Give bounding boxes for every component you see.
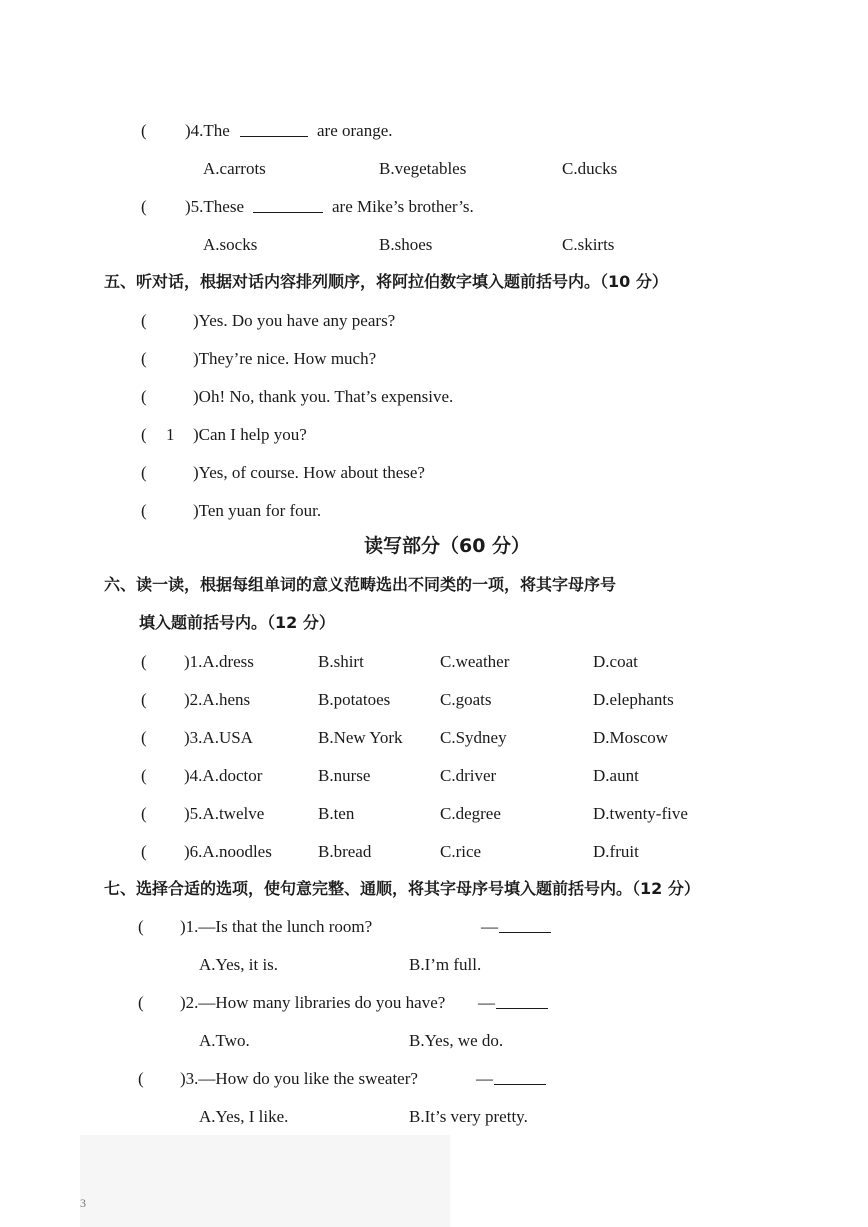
part-title: 读写部分（60 分） <box>364 535 531 557</box>
option-a: A.Yes, I like. <box>199 1107 289 1126</box>
dialogue-line: )They’re nice. How much? <box>193 349 377 368</box>
option-c: C.skirts <box>562 235 615 254</box>
word-a: )6.A.noodles <box>184 842 272 861</box>
answer-paren[interactable]: ( <box>141 311 147 330</box>
word-b: B.New York <box>318 728 403 747</box>
answer-blank <box>496 993 548 1009</box>
word-a: )3.A.USA <box>184 728 253 747</box>
answer-paren[interactable]: ( <box>141 690 147 709</box>
word-c: C.weather <box>440 652 510 671</box>
word-c: C.goats <box>440 690 492 709</box>
option-b: B.shoes <box>379 235 433 254</box>
word-a: )5.A.twelve <box>184 804 265 823</box>
question-stem-end: are orange. <box>317 121 393 140</box>
word-c: C.driver <box>440 766 497 785</box>
answer-paren[interactable]: ( <box>138 993 144 1012</box>
option-b: B.vegetables <box>379 159 467 178</box>
answer-blank <box>253 197 323 213</box>
answer-paren[interactable]: ( <box>141 501 147 520</box>
scan-smudge <box>80 1135 450 1227</box>
dialogue-line: )Can I help you? <box>193 425 307 444</box>
word-c: C.rice <box>440 842 482 861</box>
page-number: 3 <box>80 1196 86 1210</box>
question-stem: )4.The <box>185 121 230 140</box>
answer-paren[interactable]: ( <box>141 652 147 671</box>
answer-blank <box>494 1069 546 1085</box>
reply-dash: — <box>481 917 498 936</box>
filled-answer: 1 <box>166 425 175 444</box>
dialogue-line: )Oh! No, thank you. That’s expensive. <box>193 387 454 406</box>
reply-dash: — <box>476 1069 493 1088</box>
answer-paren[interactable]: ( <box>141 766 147 785</box>
answer-paren[interactable]: ( <box>141 387 147 406</box>
answer-paren[interactable]: ( <box>141 842 147 861</box>
word-c: C.degree <box>440 804 501 823</box>
option-a: A.Yes, it is. <box>199 955 279 974</box>
section-6-title: 六、读一读，根据每组单词的意义范畴选出不同类的一项，将其字母序号 <box>104 575 617 594</box>
option-a: A.socks <box>203 235 258 254</box>
word-a: )4.A.doctor <box>184 766 263 785</box>
word-d: D.Moscow <box>593 728 669 747</box>
answer-paren[interactable]: ( <box>141 463 147 482</box>
answer-paren[interactable]: ( <box>141 425 147 444</box>
answer-blank <box>499 917 551 933</box>
reply-dash: — <box>478 993 495 1012</box>
question-stem: )5.These <box>185 197 245 216</box>
word-a: )1.A.dress <box>184 652 254 671</box>
answer-paren[interactable]: ( <box>141 804 147 823</box>
question-text: )2.—How many libraries do you have? <box>180 993 446 1012</box>
word-d: D.coat <box>593 652 638 671</box>
answer-paren[interactable]: ( <box>141 349 147 368</box>
dialogue-line: )Yes. Do you have any pears? <box>193 311 396 330</box>
option-a: A.Two. <box>199 1031 250 1050</box>
answer-blank <box>240 121 308 137</box>
word-b: B.ten <box>318 804 355 823</box>
option-b: B.I’m full. <box>409 955 482 974</box>
word-b: B.potatoes <box>318 690 391 709</box>
question-text: )3.—How do you like the sweater? <box>180 1069 418 1088</box>
option-a: A.carrots <box>203 159 266 178</box>
option-c: C.ducks <box>562 159 618 178</box>
answer-paren[interactable]: ( <box>138 1069 144 1088</box>
word-d: D.elephants <box>593 690 674 709</box>
word-b: B.shirt <box>318 652 364 671</box>
word-d: D.aunt <box>593 766 639 785</box>
section-6-title-cont: 填入题前括号内。（12 分） <box>139 613 335 632</box>
section-7-title: 七、选择合适的选项，使句意完整、通顺，将其字母序号填入题前括号内。（12 分） <box>104 879 700 898</box>
option-b: B.Yes, we do. <box>409 1031 504 1050</box>
answer-paren[interactable]: ( <box>138 917 144 936</box>
section-5-title: 五、听对话，根据对话内容排列顺序，将阿拉伯数字填入题前括号内。（10 分） <box>104 272 668 291</box>
answer-paren[interactable]: ( <box>141 121 147 140</box>
word-d: D.twenty-five <box>593 804 688 823</box>
option-b: B.It’s very pretty. <box>409 1107 528 1126</box>
word-c: C.Sydney <box>440 728 507 747</box>
word-d: D.fruit <box>593 842 639 861</box>
answer-paren[interactable]: ( <box>141 197 147 216</box>
word-b: B.nurse <box>318 766 371 785</box>
word-a: )2.A.hens <box>184 690 251 709</box>
dialogue-line: )Ten yuan for four. <box>193 501 322 520</box>
dialogue-line: )Yes, of course. How about these? <box>193 463 425 482</box>
question-stem-end: are Mike’s brother’s. <box>332 197 474 216</box>
word-b: B.bread <box>318 842 372 861</box>
question-text: )1.—Is that the lunch room? <box>180 917 373 936</box>
answer-paren[interactable]: ( <box>141 728 147 747</box>
